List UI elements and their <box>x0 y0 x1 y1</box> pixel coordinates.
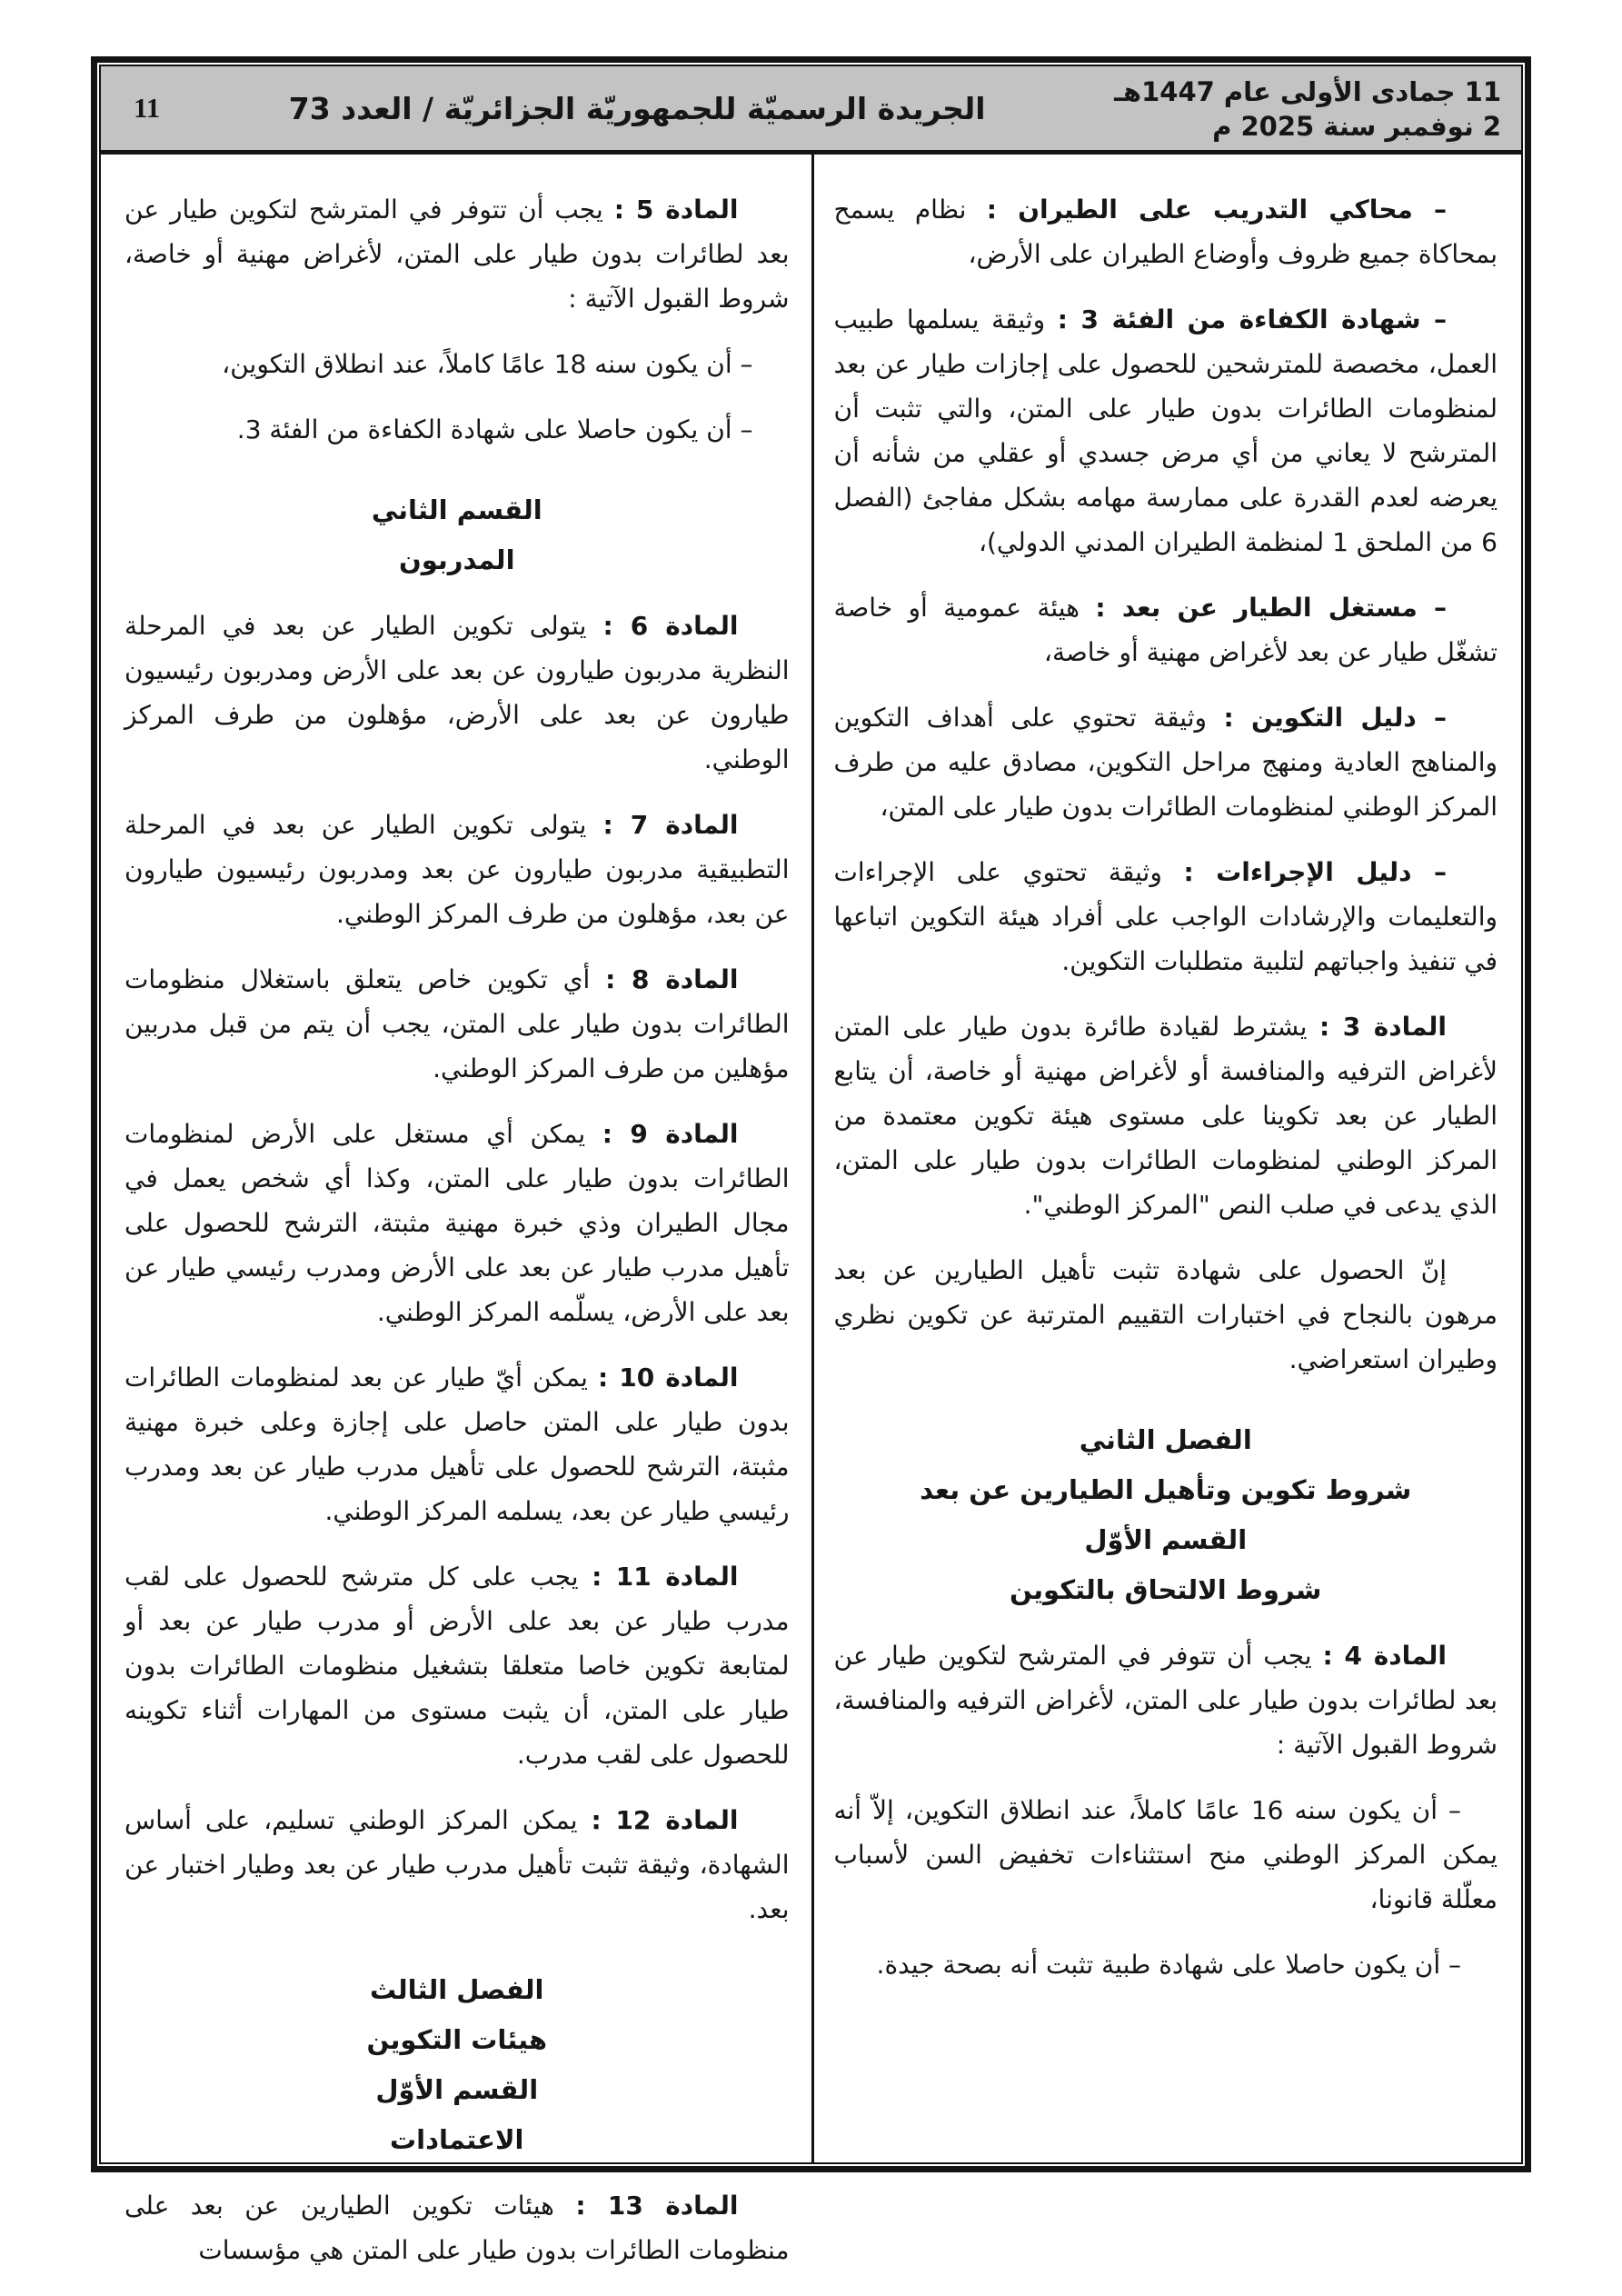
section-heading: المدربون <box>398 544 515 575</box>
bullet-item: – أن يكون سنه 16 عامًا كاملاً، عند انطلاق التكوين، إلاّ أنه يمكن المركز الوطني منح استثناءات تخفيض السن لأسباب معلّلة قانونا، <box>833 1795 1498 1914</box>
date-gregorian: 2 نوفمبر سنة 2025 م <box>1212 111 1501 142</box>
bold-lead: المادة 9 : <box>602 1119 739 1149</box>
bold-lead: – محاكي التدريب على الطيران : <box>986 195 1447 225</box>
bold-lead: المادة 6 : <box>602 611 739 641</box>
article-paragraph: المادة 5 : يجب أن تتوفر في المترشح لتكوين طيار عن بعد لطائرات بدون طيار على المتن، لأغراض مهنية أو خاصة، شروط القبول الآتية : <box>124 195 790 314</box>
bold-lead: المادة 3 : <box>1319 1012 1447 1042</box>
section-heading: القسم الثاني <box>371 494 542 525</box>
article-paragraph: المادة 11 : يجب على كل مترشح للحصول على لقب مدرب طيار عن بعد على الأرض أو مدرب طيار عن بعد أو لمتابعة تكوين خاصا متعلقا بتشغيل منظومات الطائرات بدون طيار على المتن، أن يثبت مستوى من المهارات أثناء تكوينه للحصول على لقب مدرب. <box>124 1562 790 1770</box>
bold-lead: – شهادة الكفاءة من الفئة 3 : <box>1057 304 1447 334</box>
section-heading: القسم الأوّل <box>1084 1524 1248 1555</box>
section-heading: شروط الالتحاق بالتكوين <box>1010 1574 1322 1605</box>
column-right <box>811 155 1522 2162</box>
section-heading: الفصل الثاني <box>1079 1424 1252 1455</box>
bold-lead: المادة 10 : <box>598 1363 739 1393</box>
page-frame-inner <box>99 65 1523 2265</box>
content-area <box>101 155 1521 2265</box>
bold-lead: المادة 11 : <box>592 1562 739 1592</box>
section-heading: هيئات التكوين <box>366 2024 548 2055</box>
bold-lead: – دليل الإجراءات : <box>1183 857 1447 887</box>
article-paragraph: المادة 12 : يمكن المركز الوطني تسليم، على أساس الشهادة، وثيقة تثبت تأهيل مدرب طيار عن بعد وطيار اختبار عن بعد. <box>124 1805 790 1924</box>
bullet-item: – أن يكون سنه 18 عامًا كاملاً، عند انطلاق التكوين، <box>222 349 753 379</box>
masthead-dates <box>1105 73 1521 145</box>
page-number: 11 <box>134 92 161 124</box>
definition-paragraph: – دليل التكوين : وثيقة تحتوي على أهداف التكوين والمناهج العادية ومنهج مراحل التكوين، مصادق عليه من طرف المركز الوطني لمنظومات الطائرات بدون طيار على المتن، <box>833 703 1498 822</box>
article-paragraph: المادة 7 : يتولى تكوين الطيار عن بعد في المرحلة التطبيقية مدربون طيارون عن بعد ومدربون رئيسيون طيارون عن بعد، مؤهلون من طرف المركز الوطني. <box>124 810 790 929</box>
paragraph: إنّ الحصول على شهادة تثبت تأهيل الطيارين عن بعد مرهون بالنجاح في اختبارات التقييم المترتبة عن تكوين نظري وطيران استعراضي. <box>833 1255 1498 1374</box>
bold-lead: المادة 4 : <box>1322 1641 1447 1671</box>
column-left <box>101 155 811 2265</box>
date-hijri: 11 جمادى الأولى عام 1447هـ <box>1114 75 1501 107</box>
bold-lead: – مستغل الطيار عن بعد : <box>1095 593 1447 623</box>
section-heading: القسم الأوّل <box>375 2074 539 2105</box>
definition-paragraph: – دليل الإجراءات : وثيقة تحتوي على الإجراءات والتعليمات والإرشادات الواجب على أفراد هيئة التكوين اتباعها في تنفيذ واجباتهم لتلبية متطلبات التكوين. <box>833 857 1498 976</box>
page-frame <box>91 56 1531 2265</box>
bold-lead: المادة 7 : <box>602 810 739 840</box>
article-paragraph: المادة 3 : يشترط لقيادة طائرة بدون طيار على المتن لأغراض الترفيه والمنافسة أو لأغراض مهنية أو خاصة، أن يتابع الطيار عن بعد تكوينا على مستوى هيئة تكوين معتمدة من المركز الوطني لمنظومات الطائرات بدون طيار على المتن، الذي يدعى في صلب النص "المركز الوطني". <box>833 1012 1498 1220</box>
article-paragraph: المادة 10 : يمكن أيّ طيار عن بعد لمنظومات الطائرات بدون طيار على المتن حاصل على إجازة وعلى خبرة مهنية مثبتة، الترشح للحصول على تأهيل مدرب طيار عن بعد ومدرب رئيسي طيار عن بعد، يسلمه المركز الوطني. <box>124 1363 790 1526</box>
definition-paragraph: – شهادة الكفاءة من الفئة 3 : وثيقة يسلمها طبيب العمل، مخصصة للمترشحين للحصول على إجازات طيار عن بعد لمنظومات الطائرات بدون طيار على المتن، والتي تثبت أن المترشح لا يعاني من أي مرض جسدي أو عقلي من شأنه أن يعرضه لعدم القدرة على ممارسة مهامه بشكل مفاجئ (الفصل 6 من الملحق 1 لمنظمة الطيران المدني الدولي)، <box>833 304 1498 557</box>
bullet-item: – أن يكون حاصلا على شهادة الكفاءة من الفئة 3. <box>236 414 753 444</box>
bold-lead: – دليل التكوين : <box>1223 703 1448 733</box>
article-paragraph: المادة 13 : هيئات تكوين الطيارين عن بعد على منظومات الطائرات بدون طيار على المتن هي مؤسسات <box>124 2191 790 2265</box>
section-heading: الفصل الثالث <box>370 1974 544 2005</box>
bold-lead: المادة 13 : <box>575 2191 739 2221</box>
bold-lead: المادة 5 : <box>613 195 739 225</box>
article-paragraph: المادة 4 : يجب أن تتوفر في المترشح لتكوين طيار عن بعد لطائرات بدون طيار على المتن، لأغراض الترفيه والمنافسة، شروط القبول الآتية : <box>833 1641 1498 1760</box>
definition-paragraph: – محاكي التدريب على الطيران : نظام يسمح بمحاكاة جميع ظروف وأوضاع الطيران على الأرض، <box>833 195 1498 269</box>
article-paragraph: المادة 8 : أي تكوين خاص يتعلق باستغلال منظومات الطائرات بدون طيار على المتن، يجب أن يتم من قبل مدربين مؤهلين من طرف المركز الوطني. <box>124 964 790 1083</box>
definition-paragraph: – مستغل الطيار عن بعد : هيئة عمومية أو خاصة تشغّل طيار عن بعد لأغراض مهنية أو خاصة، <box>833 593 1498 667</box>
gazette-title: الجريدة الرسميّة للجمهوريّة الجزائريّة / العدد 73 <box>288 90 986 126</box>
section-heading: الاعتمادات <box>390 2124 524 2155</box>
article-paragraph: المادة 6 : يتولى تكوين الطيار عن بعد في المرحلة النظرية مدربون طيارون عن بعد على الأرض ومدربون رئيسيون طيارون عن بعد على الأرض، مؤهلون من طرف المركز الوطني. <box>124 611 790 774</box>
bold-lead: المادة 8 : <box>605 964 739 994</box>
masthead <box>101 66 1521 155</box>
section-heading: شروط تكوين وتأهيل الطيارين عن بعد <box>920 1474 1412 1505</box>
bullet-item: – أن يكون حاصلا على شهادة طبية تثبت أنه بصحة جيدة. <box>876 1950 1461 1980</box>
article-paragraph: المادة 9 : يمكن أي مستغل على الأرض لمنظومات الطائرات بدون طيار على المتن، وكذا أي شخص يعمل في مجال الطيران وذي خبرة مهنية مثبتة، الترشح للحصول على تأهيل مدرب طيار عن بعد على الأرض ومدرب رئيسي طيار عن بعد على الأرض، يسلّمه المركز الوطني. <box>124 1119 790 1327</box>
bold-lead: المادة 12 : <box>591 1805 739 1835</box>
